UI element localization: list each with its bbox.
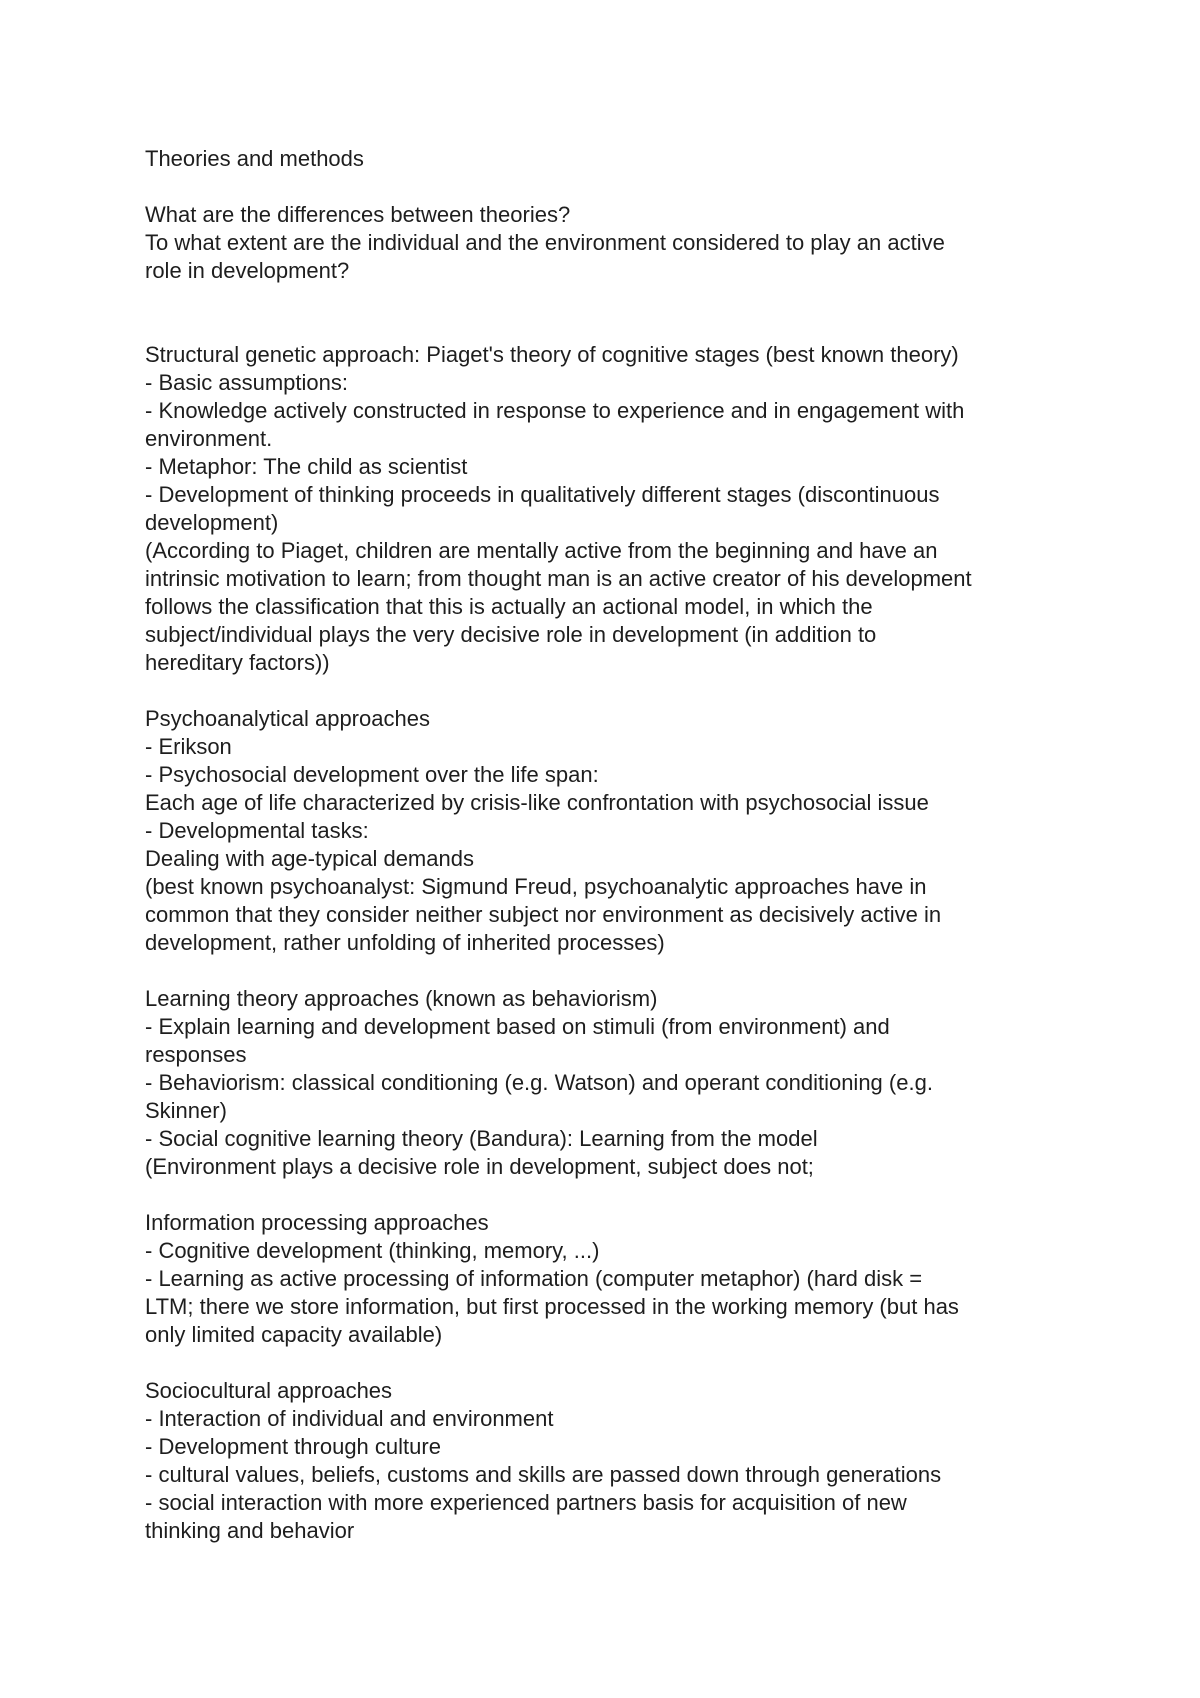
section-line: - Cognitive development (thinking, memory, ...) (145, 1238, 600, 1263)
section-line: - Psychosocial development over the life span: (145, 762, 599, 787)
spacer (145, 677, 1075, 705)
section-line: - Development of thinking proceeds in qualitatively different stages (discontinuous (145, 482, 940, 507)
section-line: Dealing with age-typical demands (145, 846, 474, 871)
section-line: hereditary factors)) (145, 650, 330, 675)
section-line: Skinner) (145, 1098, 227, 1123)
section-line: (According to Piaget, children are mentally active from the beginning and have an (145, 538, 938, 563)
section-line: - Behaviorism: classical conditioning (e.g. Watson) and operant conditioning (e.g. (145, 1070, 933, 1095)
intro-line: What are the differences between theories? (145, 202, 571, 227)
section-line: development, rather unfolding of inherited processes) (145, 930, 665, 955)
section-line: only limited capacity available) (145, 1322, 443, 1347)
section-line: thinking and behavior (145, 1518, 355, 1543)
section-line: environment. (145, 426, 273, 451)
section-line: - Learning as active processing of information (computer metaphor) (hard disk = (145, 1266, 923, 1291)
section-line: development) (145, 510, 279, 535)
document-title: Theories and methods (145, 146, 364, 171)
intro-line: role in development? (145, 258, 350, 283)
section-line: common that they consider neither subject nor environment as decisively active in (145, 902, 942, 927)
section-line: Each age of life characterized by crisis-like confrontation with psychosocial issue (145, 790, 929, 815)
spacer (145, 957, 1075, 985)
section-heading: Psychoanalytical approaches (145, 706, 430, 731)
section-line: intrinsic motivation to learn; from thought man is an active creator of his development (145, 566, 972, 591)
section-line: - Explain learning and development based on stimuli (from environment) and (145, 1014, 890, 1039)
section-line: follows the classification that this is actually an actional model, in which the (145, 594, 873, 619)
section-heading: Sociocultural approaches (145, 1378, 393, 1403)
section-line: responses (145, 1042, 247, 1067)
section-line: - cultural values, beliefs, customs and skills are passed down through generations (145, 1462, 942, 1487)
intro-line: To what extent are the individual and the environment considered to play an active (145, 230, 945, 255)
section-heading: Structural genetic approach: Piaget's theory of cognitive stages (best known theory) (145, 342, 959, 367)
section-line: - Metaphor: The child as scientist (145, 454, 468, 479)
section-line: (best known psychoanalyst: Sigmund Freud, psychoanalytic approaches have in (145, 874, 927, 899)
section-line: - Development through culture (145, 1434, 441, 1459)
section-line: - Social cognitive learning theory (Bandura): Learning from the model (145, 1126, 818, 1151)
section-heading: Learning theory approaches (known as behaviorism) (145, 986, 658, 1011)
document-body (145, 145, 1075, 1545)
section-line: - Interaction of individual and environment (145, 1406, 554, 1431)
section-heading: Information processing approaches (145, 1210, 489, 1235)
spacer (145, 1349, 1075, 1377)
section-line: - social interaction with more experienced partners basis for acquisition of new (145, 1490, 907, 1515)
spacer (145, 1181, 1075, 1209)
spacer (145, 285, 1075, 341)
spacer (145, 173, 1075, 201)
section-line: LTM; there we store information, but first processed in the working memory (but has (145, 1294, 959, 1319)
section-line: (Environment plays a decisive role in development, subject does not; (145, 1154, 814, 1179)
section-line: - Basic assumptions: (145, 370, 348, 395)
section-line: - Erikson (145, 734, 232, 759)
section-line: - Knowledge actively constructed in response to experience and in engagement with (145, 398, 965, 423)
section-line: subject/individual plays the very decisive role in development (in addition to (145, 622, 877, 647)
section-line: - Developmental tasks: (145, 818, 369, 843)
